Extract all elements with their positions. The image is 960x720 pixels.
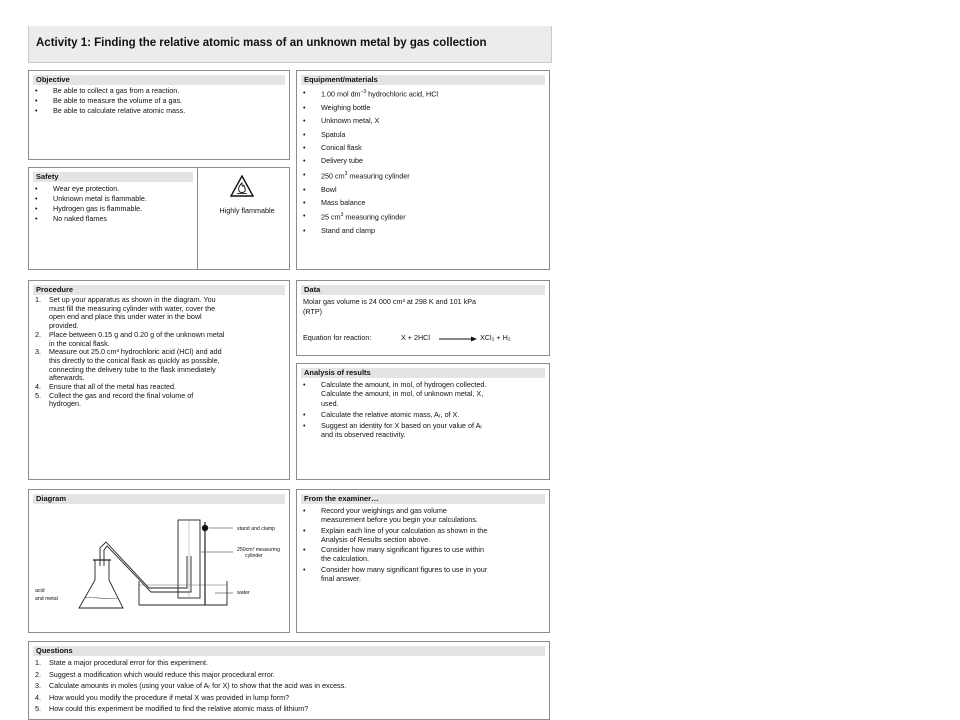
line-text: and its observed reactivity. (321, 430, 406, 440)
equipment-text: 1.00 mol dm (321, 89, 361, 99)
question-number: 1. (35, 658, 41, 667)
procedure-step (33, 348, 285, 383)
step-number: 5. (35, 390, 41, 400)
equipment-item (301, 168, 545, 183)
line-text: used. (321, 398, 339, 408)
label-stand-and-clamp: stand and clamp (237, 526, 276, 532)
conical-flask-icon (79, 560, 123, 608)
line-text: open end and place this under water in the bowl (49, 312, 202, 322)
objective-item: • Be able to measure the volume of a gas. (33, 96, 285, 106)
safety-divider (197, 168, 198, 269)
examiner-heading: From the examiner… (301, 494, 545, 504)
equipment-text: 25 cm (321, 212, 341, 222)
diagram-box (28, 489, 290, 633)
question-number: 2. (35, 669, 41, 679)
diagram-heading: Diagram (33, 494, 285, 504)
hazard-label: Highly flammable (219, 206, 275, 215)
label-acid: acid (35, 588, 45, 594)
procedure-step (33, 392, 285, 409)
line-text: the calculation. (321, 554, 369, 564)
line-text: Suggest an identity for X based on your value of Aᵣ (321, 421, 483, 431)
equipment-heading: Equipment/materials (301, 75, 545, 85)
line-text: Consider how many significant figures to use within (321, 545, 484, 555)
line-text: this directly to the conical flask as quickly as possible, (49, 355, 220, 365)
equipment-item (301, 101, 545, 114)
line-text: Calculate the relative atomic mass, Aᵣ, of X. (321, 409, 460, 419)
equipment-superscript: 3 (344, 170, 348, 177)
objective-heading: Objective (33, 75, 285, 85)
line-text: Analysis of Results section above. (321, 534, 431, 544)
equipment-item (301, 86, 545, 101)
objective-box (28, 70, 290, 160)
label-and-metal: and metal (35, 596, 58, 602)
examiner-item (301, 526, 547, 545)
question-text: Suggest a modification which would reduce this major procedural error. (49, 669, 275, 679)
equation-label: Equation for reaction: (303, 333, 372, 342)
questions-box (28, 641, 550, 720)
line-text: connecting the delivery tube to the flask immediately (49, 364, 216, 374)
line-text: in the conical flask. (49, 338, 110, 348)
analysis-heading: Analysis of results (301, 368, 545, 378)
bowl-icon (139, 581, 227, 605)
equipment-text: Bowl (321, 184, 337, 194)
equipment-superscript: –3 (360, 89, 367, 95)
flammable-hazard-icon (230, 175, 254, 197)
examiner-item (301, 565, 547, 584)
line-text: Calculate the amount, in mol, of unknown metal, X, (321, 389, 484, 399)
analysis-item (301, 410, 547, 419)
data-heading: Data (301, 285, 545, 295)
safety-heading: Safety (33, 172, 193, 182)
question-text: How would you modify the procedure if metal X was provided in lump form? (49, 692, 290, 702)
analysis-list (301, 380, 547, 442)
equipment-text-suffix: hydrochloric acid, HCl (366, 89, 439, 99)
equipment-text: Unknown metal, X (321, 116, 380, 126)
equipment-text: Weighing bottle (321, 102, 371, 112)
questions-list (33, 657, 547, 715)
procedure-step (33, 296, 285, 331)
procedure-box (28, 280, 290, 480)
apparatus-diagram (29, 508, 289, 618)
equipment-text: 250 cm (321, 171, 345, 181)
analysis-box (296, 363, 550, 480)
line-text: Measure out 25.0 cm³ hydrochloric acid (HCl) and add (49, 347, 222, 357)
data-box (296, 280, 550, 356)
analysis-item (301, 421, 547, 440)
page-title: Activity 1: Finding the relative atomic mass of an unknown metal by gas collection (36, 37, 487, 49)
objective-item: • Be able to calculate relative atomic mass. (33, 106, 285, 116)
equipment-text: Delivery tube (321, 156, 363, 166)
line-text: Consider how many significant figures to use in your (321, 564, 488, 574)
reaction-arrow-icon (438, 336, 478, 342)
examiner-item (301, 545, 547, 564)
line-text: Set up your apparatus as shown in the diagram. You (49, 295, 216, 304)
equation-right: XCl₂ + H₂ (480, 333, 511, 342)
equipment-item (301, 196, 545, 209)
question-item (33, 669, 547, 681)
step-number: 1. (35, 295, 41, 304)
step-number: 2. (35, 329, 41, 339)
question-item (33, 657, 547, 669)
line-text: hydrogen. (49, 399, 81, 409)
question-text: How could this experiment be modified to find the relative atomic mass of lithium? (49, 704, 309, 713)
title-bar (28, 26, 552, 63)
analysis-item (301, 380, 547, 408)
line-text: provided. (49, 321, 79, 331)
equation-left: X + 2HCl (401, 333, 430, 342)
label-cylinder: cylinder (245, 553, 263, 559)
equipment-text: Stand and clamp (321, 226, 375, 236)
line-text: Explain each line of your calculation as shown in the (321, 525, 488, 535)
equipment-item (301, 209, 545, 224)
label-measuring-cylinder: 250cm³ measuring (237, 547, 280, 553)
equipment-item (301, 154, 545, 167)
line-text: final answer. (321, 574, 361, 584)
safety-item: • No naked flames (33, 214, 195, 224)
equipment-list (301, 86, 545, 238)
question-item (33, 692, 547, 704)
objective-list (33, 86, 285, 116)
line-text: Place between 0.15 g and 0.20 g of the unknown metal (49, 329, 225, 339)
line-text: Record your weighings and gas volume (321, 506, 447, 515)
line-text: Ensure that all of the metal has reacted. (49, 382, 177, 392)
equipment-item (301, 224, 545, 237)
question-text: Calculate amounts in moles (using your value of Aᵣ for X) to show that the acid was in excess. (49, 681, 347, 690)
examiner-box (296, 489, 550, 633)
line-text: Collect the gas and record the final volume of (49, 390, 194, 400)
line-text: afterwards. (49, 373, 85, 383)
equipment-text-suffix: measuring cylinder (343, 212, 406, 222)
equipment-text: Conical flask (321, 143, 362, 153)
question-number: 4. (35, 692, 41, 702)
equipment-text: Spatula (321, 129, 346, 139)
equipment-item (301, 141, 545, 154)
equipment-item (301, 128, 545, 141)
question-number: 3. (35, 681, 41, 690)
procedure-list (33, 296, 285, 409)
questions-heading: Questions (33, 646, 545, 656)
examiner-item (301, 506, 547, 525)
question-text: State a major procedural error for this experiment. (49, 658, 208, 667)
safety-list (33, 184, 195, 224)
safety-item: • Hydrogen gas is flammable. (33, 204, 195, 214)
line-text: must fill the measuring cylinder with water, cover the (49, 303, 216, 313)
line-text: Calculate the amount, in mol, of hydrogen collected. (321, 380, 487, 389)
safety-box (28, 167, 290, 270)
objective-item: • Be able to collect a gas from a reaction. (33, 86, 285, 96)
equipment-superscript: 3 (340, 212, 344, 219)
worksheet-page (28, 26, 552, 720)
molar-volume-line: Molar gas volume is 24 000 cm³ at 298 K and 101 kPa (303, 297, 476, 306)
equipment-text: Mass balance (321, 198, 366, 208)
procedure-heading: Procedure (33, 285, 285, 295)
label-water: water (237, 590, 250, 596)
delivery-tube-icon (100, 542, 187, 588)
equipment-item (301, 114, 545, 127)
equipment-box (296, 70, 550, 270)
question-item (33, 703, 547, 715)
examiner-list (301, 506, 547, 584)
step-number: 4. (35, 382, 41, 392)
procedure-step (33, 331, 285, 348)
safety-item: • Unknown metal is flammable. (33, 194, 195, 204)
question-item (33, 680, 547, 692)
equipment-item (301, 183, 545, 196)
equipment-text-suffix: measuring cylinder (347, 171, 410, 181)
safety-item: • Wear eye protection. (33, 184, 195, 194)
question-number: 5. (35, 704, 41, 713)
rtp-line: (RTP) (303, 307, 323, 316)
step-number: 3. (35, 347, 41, 357)
line-text: measurement before you begin your calculations. (321, 515, 479, 525)
